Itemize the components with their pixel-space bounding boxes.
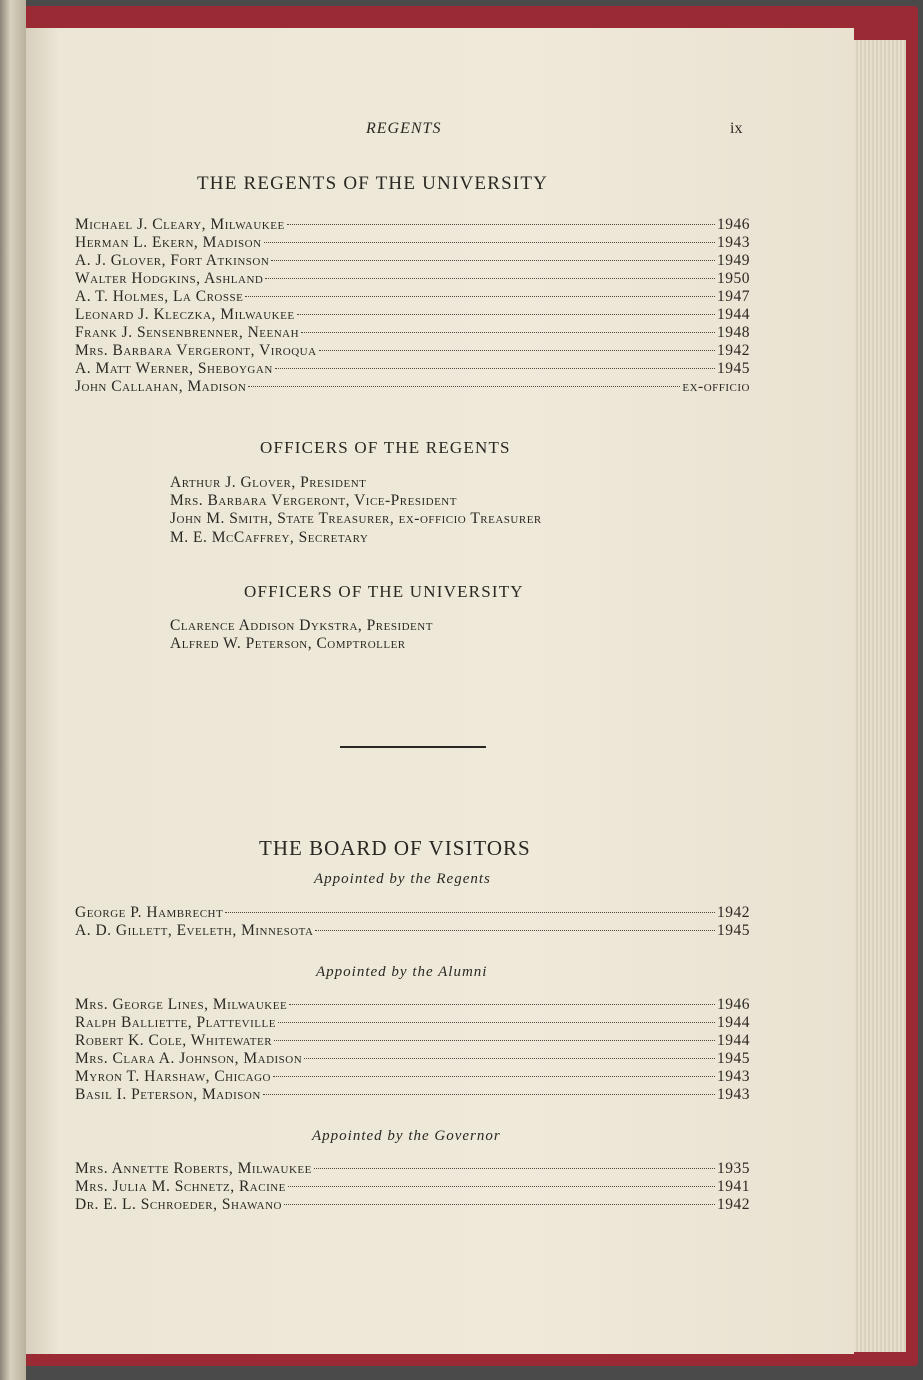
officer-line: Clarence Addison Dykstra, President	[170, 617, 433, 634]
officer-line: Mrs. Barbara Vergeront, Vice-President	[170, 492, 457, 509]
visitor-name: Mrs. Clara A. Johnson, Madison	[75, 1050, 303, 1067]
officers-regents-title: OFFICERS OF THE REGENTS	[260, 438, 511, 457]
regents-title: THE REGENTS OF THE UNIVERSITY	[197, 173, 549, 194]
visitor-term: 1943	[717, 1086, 750, 1103]
visitor-term: 1942	[717, 1196, 750, 1213]
visitor-name: Myron T. Harshaw, Chicago	[75, 1068, 271, 1085]
officer-line: Alfred W. Peterson, Comptroller	[170, 635, 406, 652]
visitor-term: 1941	[717, 1178, 750, 1195]
visitor-term: 1945	[717, 1050, 750, 1067]
regent-term: 1950	[717, 270, 750, 287]
officer-line: John M. Smith, State Treasurer, ex-officio Treasurer	[170, 510, 542, 527]
officer-line: M. E. McCaffrey, Secretary	[170, 529, 369, 546]
regent-name: A. J. Glover, Fort Atkinson	[75, 252, 270, 269]
regent-entry	[75, 270, 750, 288]
visitor-term: 1946	[717, 996, 750, 1013]
regent-name: Michael J. Cleary, Milwaukee	[75, 216, 285, 233]
regent-term: ex-officio	[682, 378, 750, 395]
visitor-entry	[75, 1086, 750, 1104]
regent-term: 1945	[717, 360, 750, 377]
visitor-entry	[75, 1196, 750, 1214]
regent-term: 1944	[717, 306, 750, 323]
visitor-entry	[75, 1160, 750, 1178]
visitor-entry	[75, 1178, 750, 1196]
regent-name: John Callahan, Madison	[75, 378, 247, 395]
visitor-term: 1944	[717, 1032, 750, 1049]
officer-line: Arthur J. Glover, President	[170, 474, 367, 491]
group-heading: Appointed by the Alumni	[316, 964, 488, 980]
visitor-name: Basil I. Peterson, Madison	[75, 1086, 261, 1103]
regent-name: A. Matt Werner, Sheboygan	[75, 360, 273, 377]
group-heading: Appointed by the Governor	[312, 1128, 501, 1144]
visitor-name: Ralph Balliette, Platteville	[75, 1014, 276, 1031]
regent-entry	[75, 234, 750, 252]
visitor-entry	[75, 1032, 750, 1050]
visitor-term: 1943	[717, 1068, 750, 1085]
regent-name: A. T. Holmes, La Crosse	[75, 288, 244, 305]
visitor-name: Mrs. Julia M. Schnetz, Racine	[75, 1178, 286, 1195]
regent-entry	[75, 360, 750, 378]
visitors-title: THE BOARD OF VISITORS	[259, 836, 531, 860]
regent-name: Herman L. Ekern, Madison	[75, 234, 262, 251]
regent-name: Frank J. Sensenbrenner, Neenah	[75, 324, 300, 341]
section-divider	[340, 746, 486, 748]
visitor-entry	[75, 1014, 750, 1032]
visitor-name: George P. Hambrecht	[75, 904, 224, 921]
visitor-term: 1945	[717, 922, 750, 939]
page-stack-edge	[846, 40, 906, 1352]
officers-university-title: OFFICERS OF THE UNIVERSITY	[244, 582, 524, 601]
visitor-name: Mrs. Annette Roberts, Milwaukee	[75, 1160, 312, 1177]
regent-name: Walter Hodgkins, Ashland	[75, 270, 264, 287]
visitor-name: Mrs. George Lines, Milwaukee	[75, 996, 288, 1013]
visitor-term: 1944	[717, 1014, 750, 1031]
regent-term: 1946	[717, 216, 750, 233]
visitor-name: Robert K. Cole, Whitewater	[75, 1032, 273, 1049]
visitor-entry	[75, 996, 750, 1014]
regent-entry	[75, 342, 750, 360]
regent-entry	[75, 378, 750, 396]
regent-term: 1947	[717, 288, 750, 305]
regent-entry	[75, 288, 750, 306]
regent-term: 1949	[717, 252, 750, 269]
regent-entry	[75, 324, 750, 342]
group-heading: Appointed by the Regents	[314, 871, 491, 887]
page-number: ix	[730, 120, 743, 137]
visitor-entry	[75, 904, 750, 922]
facing-page-edge	[0, 0, 26, 1380]
regent-entry	[75, 306, 750, 324]
visitor-entry	[75, 922, 750, 940]
regent-term: 1943	[717, 234, 750, 251]
regent-term: 1948	[717, 324, 750, 341]
running-head: REGENTS	[366, 120, 442, 137]
visitor-name: A. D. Gillett, Eveleth, Minnesota	[75, 922, 314, 939]
visitor-term: 1935	[717, 1160, 750, 1177]
visitor-term: 1942	[717, 904, 750, 921]
regent-entry	[75, 216, 750, 234]
regent-name: Mrs. Barbara Vergeront, Viroqua	[75, 342, 317, 359]
regent-entry	[75, 252, 750, 270]
visitor-entry	[75, 1068, 750, 1086]
regent-term: 1942	[717, 342, 750, 359]
visitor-entry	[75, 1050, 750, 1068]
regent-name: Leonard J. Kleczka, Milwaukee	[75, 306, 295, 323]
visitor-name: Dr. E. L. Schroeder, Shawano	[75, 1196, 282, 1213]
